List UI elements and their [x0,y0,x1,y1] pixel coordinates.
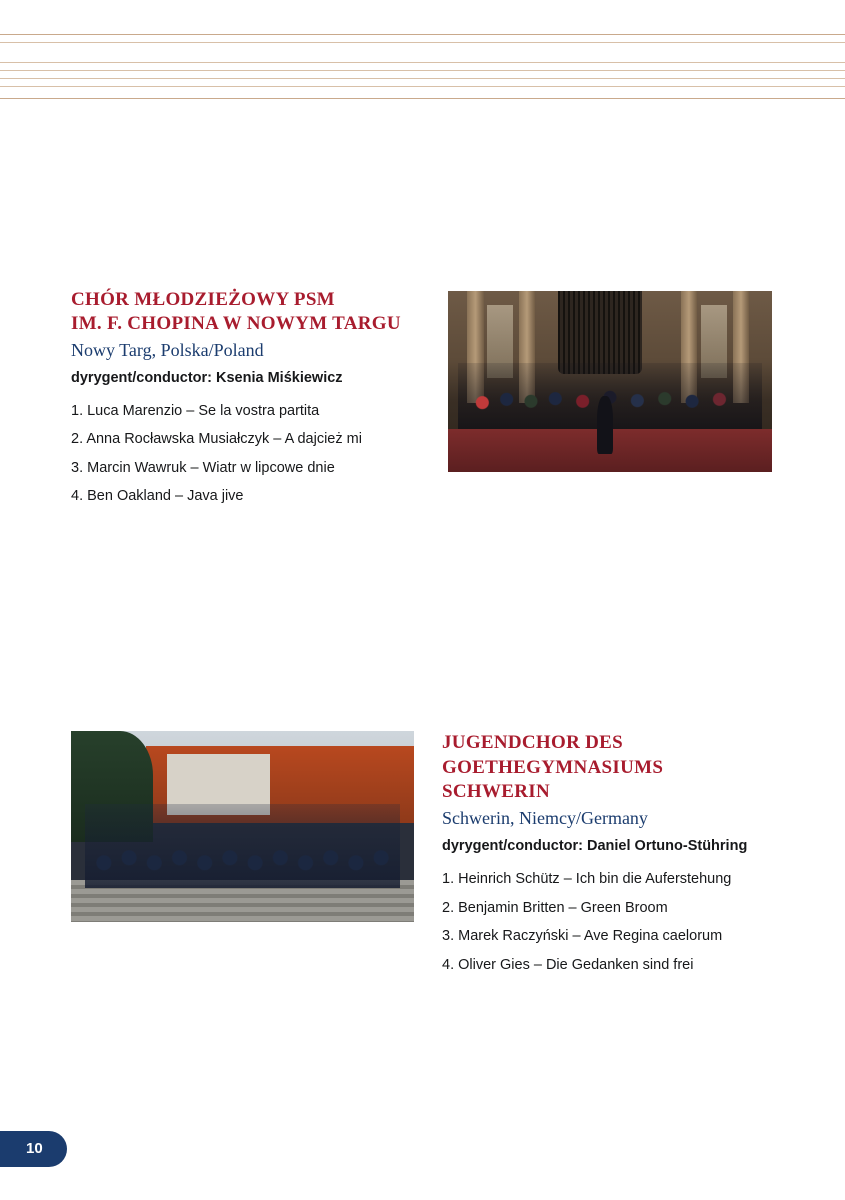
program-item: 2. Benjamin Britten – Green Broom [442,899,668,916]
choir-program-2 [442,872,787,972]
program-item: 3. Marek Raczyński – Ave Regina caelorum [442,928,723,945]
choir-name-2-line-3: SCHWERIN [442,781,550,803]
program-item: 4. Ben Oakland – Java jive [71,488,244,505]
choir-conductor-2: dyrygent/conductor: Daniel Ortuno-Stühring [442,838,748,855]
program-item: 4. Oliver Gies – Die Gedanken sind frei [442,956,694,973]
choir-name-2-line-1: JUGENDCHOR DES [442,732,624,753]
choir-name-1-line-2: IM. F. CHOPINA W NOWYM TARGU [71,313,401,335]
choir-name-1 [71,288,461,337]
staff-lines-top [0,34,845,43]
page-number: 10 [26,1140,43,1157]
program-item: 1. Heinrich Schütz – Ich bin die Auferstehung [442,871,732,888]
choir-conductor-1: dyrygent/conductor: Ksenia Miśkiewicz [71,370,343,387]
choir-city-1: Nowy Targ, Polska/Poland [71,339,264,360]
choir-city-2: Schwerin, Niemcy/Germany [442,808,648,829]
program-item: 3. Marcin Wawruk – Wiatr w lipcowe dnie [71,459,335,476]
program-item: 2. Anna Rocławska Musiałczyk – A dajcież mi [71,431,362,448]
choir-entry-2 [442,731,787,986]
choir-photo-1 [448,291,772,472]
choir-photo-2 [71,731,414,922]
page-number-tab [0,1131,67,1167]
staff-lines-middle [0,62,845,87]
choir-program-1 [71,404,461,504]
program-item: 1. Luca Marenzio – Se la vostra partita [71,402,320,419]
choir-entry-1 [71,288,461,518]
choir-name-2 [442,731,787,805]
choir-name-1-line-1: CHÓR MŁODZIEŻOWY PSM [71,289,335,310]
staff-lines-bottom [0,98,845,99]
choir-name-2-line-2: GOETHEGYMNASIUMS [442,756,664,778]
